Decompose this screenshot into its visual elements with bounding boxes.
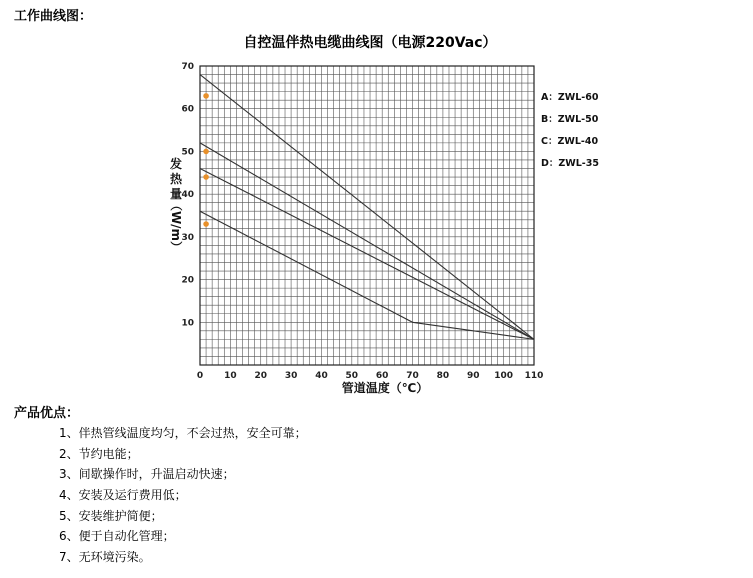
advantage-item: 5、安装维护简便； bbox=[59, 508, 163, 523]
x-tick-label: 50 bbox=[345, 371, 359, 381]
legend-entry: A：ZWL-60 bbox=[541, 92, 599, 103]
x-tick-label: 40 bbox=[315, 371, 328, 381]
series-line bbox=[200, 75, 534, 340]
x-tick-label: 100 bbox=[494, 371, 514, 381]
advantage-item: 2、节约电能； bbox=[59, 446, 139, 461]
x-tick-label: 70 bbox=[406, 371, 419, 381]
y-axis-label-char: 发 bbox=[169, 157, 183, 171]
y-tick-label: 60 bbox=[181, 104, 194, 115]
y-axis-unit-label: （W/m） bbox=[169, 198, 183, 254]
series-marker bbox=[203, 93, 209, 99]
y-tick-label: 50 bbox=[181, 147, 194, 158]
x-tick-label: 30 bbox=[284, 371, 298, 381]
advantage-item: 7、无环境污染。 bbox=[59, 550, 151, 565]
x-tick-label: 60 bbox=[375, 371, 389, 381]
y-tick-label: 20 bbox=[181, 275, 194, 286]
x-axis-ticks bbox=[197, 371, 544, 381]
y-tick-label: 70 bbox=[181, 62, 194, 72]
y-tick-label: 10 bbox=[181, 318, 194, 329]
series-marker bbox=[203, 221, 209, 227]
chart-legend bbox=[541, 92, 599, 169]
advantage-item: 6、便于自动化管理； bbox=[59, 529, 175, 544]
advantages-list bbox=[59, 423, 307, 568]
series-marker bbox=[203, 149, 209, 155]
legend-entry: D：ZWL-35 bbox=[541, 158, 599, 169]
chart-title: 自控温伴热电缆曲线图（电源220Vac） bbox=[243, 35, 497, 51]
y-tick-label: 40 bbox=[181, 190, 194, 201]
advantage-item: 4、安装及运行费用低； bbox=[59, 488, 187, 503]
advantages-heading: 产品优点： bbox=[14, 406, 80, 421]
series-line bbox=[200, 143, 534, 339]
x-tick-label: 80 bbox=[436, 371, 450, 381]
y-tick-label: 30 bbox=[181, 232, 194, 243]
x-tick-label: 0 bbox=[196, 371, 204, 381]
chart-series bbox=[200, 75, 534, 340]
x-tick-label: 10 bbox=[224, 371, 237, 381]
x-tick-label: 90 bbox=[467, 371, 480, 381]
plot-border bbox=[200, 66, 534, 365]
curve-heading: 工作曲线图： bbox=[14, 9, 93, 24]
series-marker bbox=[203, 174, 209, 180]
advantage-item: 3、间歇操作时，升温启动快速； bbox=[59, 467, 235, 482]
x-tick-label: 20 bbox=[254, 371, 267, 381]
chart-grid bbox=[200, 66, 534, 365]
heat-output-chart bbox=[150, 28, 610, 400]
y-axis-label bbox=[169, 156, 184, 253]
y-axis-label-char: 热 bbox=[169, 172, 183, 186]
advantage-item: 1、伴热管线温度均匀，不会过热，安全可靠； bbox=[59, 426, 307, 440]
y-axis-ticks bbox=[181, 62, 194, 328]
legend-entry: B：ZWL-50 bbox=[541, 114, 599, 125]
x-axis-label: 管道温度（℃） bbox=[341, 381, 429, 395]
y-axis-label-char: 量 bbox=[169, 187, 183, 201]
x-tick-label: 110 bbox=[524, 371, 544, 381]
legend-entry: C：ZWL-40 bbox=[541, 136, 599, 147]
series-line bbox=[200, 211, 534, 339]
